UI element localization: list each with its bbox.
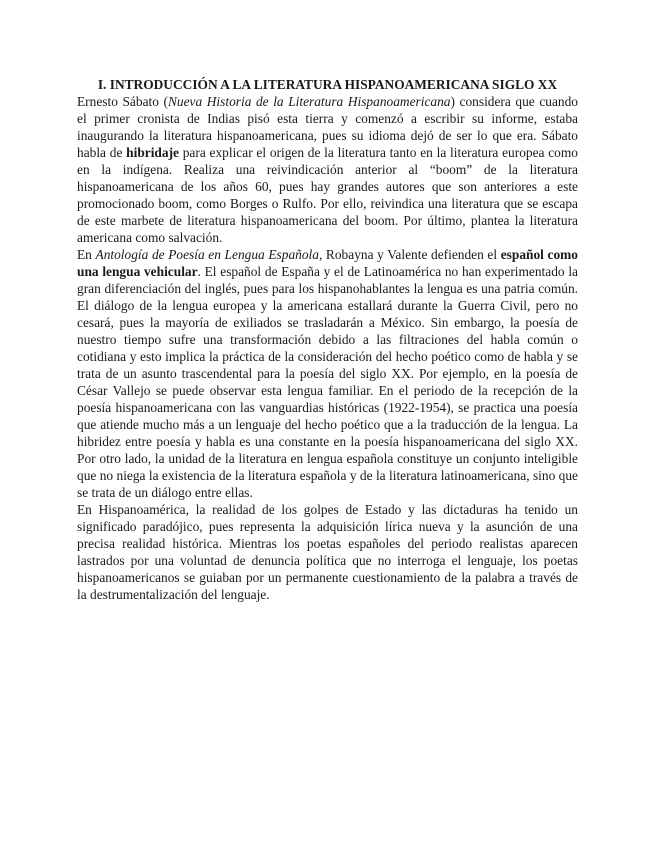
key-term: hibridaje <box>126 145 179 160</box>
paragraph-text: En <box>77 247 96 262</box>
paragraph-text: , Robayna y Valente defienden el <box>318 247 501 262</box>
paragraph-sabato <box>77 93 578 246</box>
paragraph-text: . El español de España y el de Latinoamérica no han experimentado la gran diferenciación del inglés, pues para los hispanohablantes la lengua es una patria común. El diálogo de la lengua europea y la americana estallará durante la Guerra Civil, pero no cesará, pues la mayoría de exiliados se trasladarán a México. Sin embargo, la poesía de nuestro tiempo sufre una transformación debido a las filtraciones del habla común o cotidiana y esto implica la práctica de la consideración del hecho poético como de habla y se trata de un asunto trascendental para la poesía del siglo XX. Por ejemplo, en la poesía de César Vallejo se puede observar esta lengua familiar. En el periodo de la recepción de la poesía hispanoamericana con las vanguardias históricas (1922-1954), se practica una poesía que atiende mucho más a un lenguaje del hecho poético que a la traducción de la lengua. La hibridez entre poesía y habla es una constante en la poesía hispanoamericana del siglo XX. Por otro lado, la unidad de la literatura en lengua española constituye un conjunto inteligible que no niega la existencia de la literatura española y de la literatura latinoamericana, sino que se trata de un diálogo entre ellas. <box>77 264 578 500</box>
book-title: Nueva Historia de la Literatura Hispanoamericana <box>167 94 451 109</box>
key-term: español como una lengua vehicular <box>77 247 578 279</box>
book-title: Antología de Poesía en Lengua Española <box>95 247 319 262</box>
document-title: I. INTRODUCCIÓN A LA LITERATURA HISPANOAMERICANA SIGLO XX <box>97 77 558 92</box>
document-page <box>77 76 578 603</box>
paragraph-hispanoamerica: En Hispanoamérica, la realidad de los golpes de Estado y las dictaduras ha tenido un significado paradójico, pues representa la adquisición lírica nueva y la asunción de una precisa realidad histórica. Mientras los poetas españoles del periodo realistas aparecen lastrados por una voluntad de denuncia política que no interroga el lenguaje, los poetas hispanoamericanos se guiaban por un permanente cuestionamiento de la palabra a través de la destrumentalización del lenguaje. <box>77 502 578 602</box>
paragraph-text: Ernesto Sábato ( <box>77 94 168 109</box>
paragraph-text: ) considera que cuando el primer cronista de Indias pisó esta tierra y comenzó a escribir su informe, estaba inaugurando la literatura hispanoamericana, pues su idioma dejó de ser lo que era. Sábato habla de <box>77 94 578 160</box>
paragraph-antologia <box>77 246 578 501</box>
paragraph-text: para explicar el origen de la literatura tanto en la literatura europea como en la indígena. Realiza una reivindicación anterior al “boom” de la literatura hispanoamericana de los años 60, pues hay grandes autores que son anteriores a este promocionado boom, como Borges o Rulfo. Por ello, reivindica una literatura que se escapa de este marbete de literatura hispanoamericana del boom. Por último, plantea la literatura americana como salvación. <box>77 145 578 245</box>
